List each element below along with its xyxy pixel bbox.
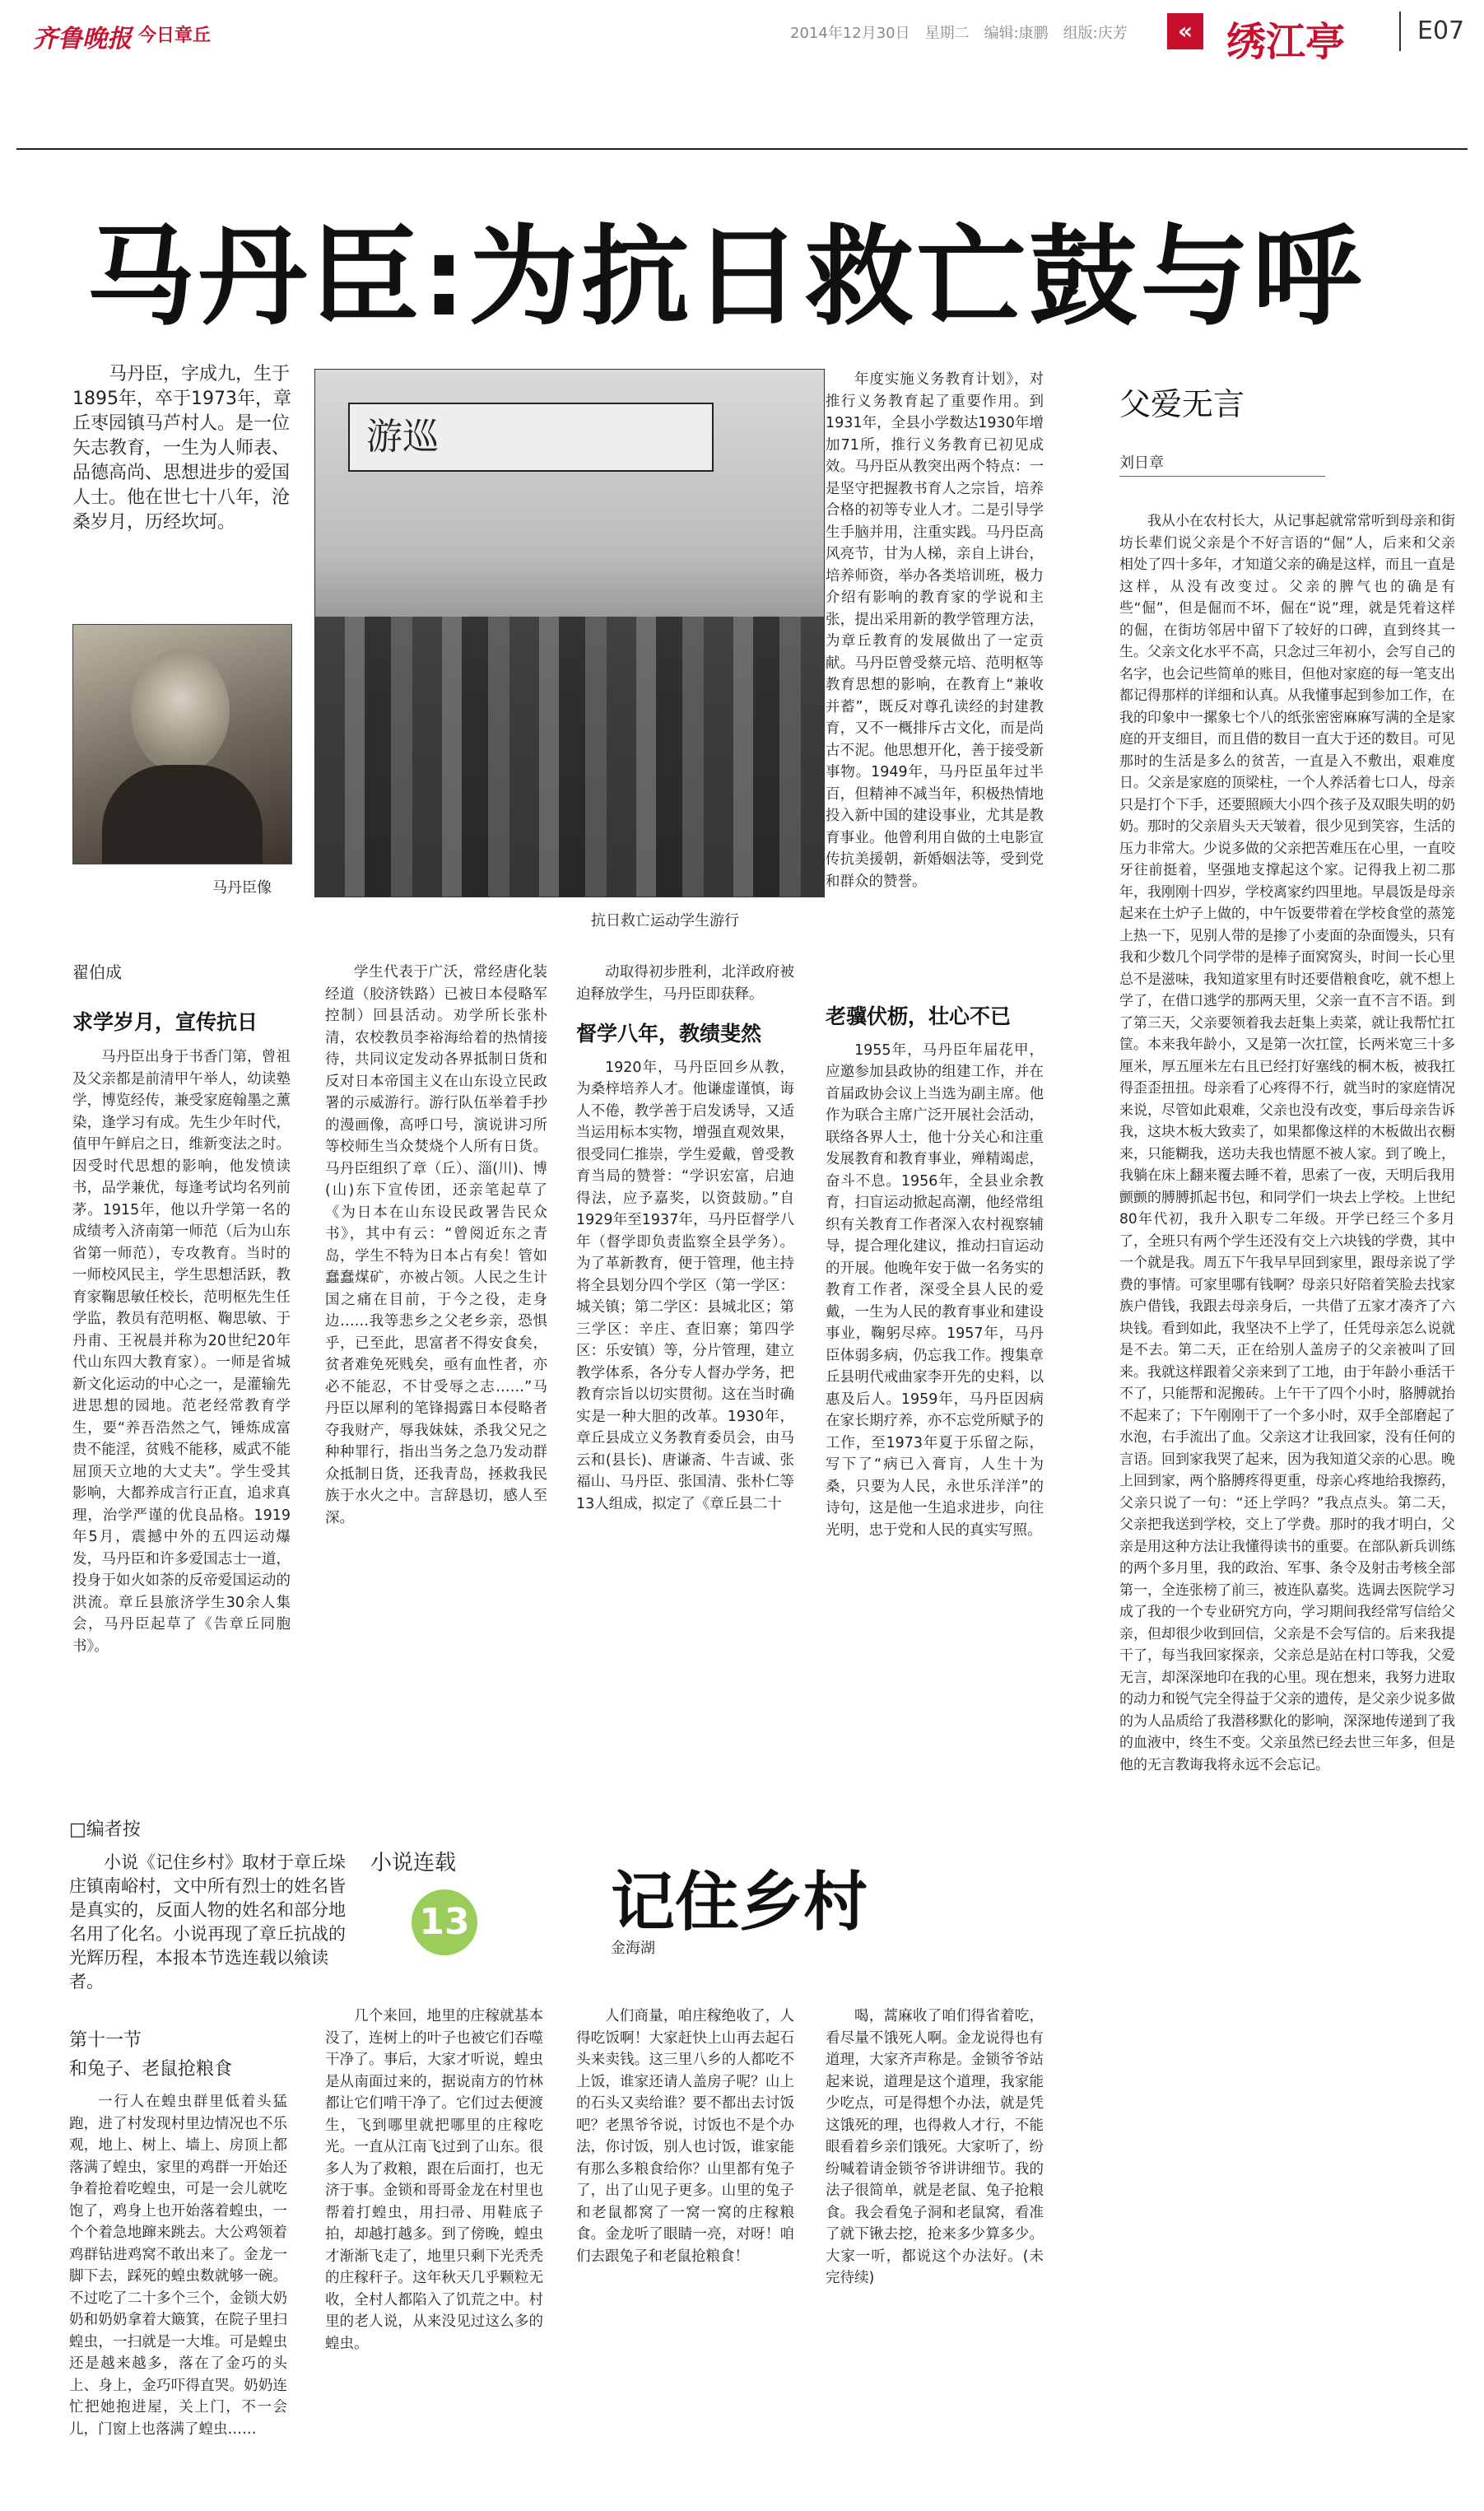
column-3-text: 动取得初步胜利，北洋政府被迫释放学生，马丹臣即获释。 bbox=[576, 964, 794, 1003]
page-headline: 马丹臣:为抗日救亡鼓与呼 bbox=[86, 214, 1365, 341]
article-lead bbox=[72, 362, 295, 535]
novel-text-4: 喝，蒿麻收了咱们得省着吃，看尽量不饿死人啊。金龙说得也有道理，大家齐声称是。金锁爷爷站起来说，道理是这个道理，我家能少吃点，可是得想个办法，就是凭这饿死的理，也得救人才行，不能眼看着乡亲们饿死。大家听了，纷纷喊着请金锁爷爷讲讲细节。我的法子很简单，就是老鼠、兔子抢粮食。我会看兔子洞和老鼠窝，看准了就下锹去挖，抢来多少算多少。大家一听，都说这个办法好。(未完待续) bbox=[826, 2008, 1044, 2286]
section-title-3: 老骥伏枥，壮心不已 bbox=[826, 1004, 1012, 1028]
photo-banner: 游巡 bbox=[348, 403, 714, 472]
essay-rule bbox=[1119, 476, 1325, 477]
column-4-text: 年度实施义务教育计划》，对推行义务教育起了重要作用。到1931年，全县小学数达1930年增加71所，推行义务教育已初见成效。马丹臣从教突出两个特点：一是坚守把握教书育人之宗旨，培养合格的初等专业人才。二是引导学生手脑并用，注重实践。马丹臣高风亮节，甘为人梯，亲自上讲台，培养师资，举办各类培训班，极力介绍有影响的教育家的学说和主张，提出采用新的教学管理方法，为章丘教育的发展做出了一定贡献。马丹臣曾受蔡元培、范明枢等教育思想的影响，在教育上“兼收并蓄”，既反对尊孔读经的封建教育，又不一概排斥古文化，而是尚古不泥。他思想开化，善于接受新事物。1949年，马丹臣虽年过半百，但精神不减当年，积极热情地投入新中国的建设事业，尤其是教育事业。他曾利用自做的土电影宣传抗美援朝，新婚姻法等，受到党和群众的赞誉。 bbox=[826, 371, 1044, 890]
photo-caption: 抗日救亡运动学生游行 bbox=[591, 912, 739, 929]
march-photo bbox=[314, 369, 825, 897]
double-chevron-left-icon: « bbox=[1167, 13, 1203, 49]
serial-label: 小说连载 bbox=[370, 1851, 457, 1875]
novel-section-title: 和兔子、老鼠抢粮食 bbox=[69, 2059, 233, 2080]
article-column-2 bbox=[325, 962, 547, 1793]
essay-title: 父爱无言 bbox=[1119, 386, 1245, 422]
section-name: 今日章丘 bbox=[138, 26, 212, 46]
novel-column-3 bbox=[576, 2006, 794, 2496]
section-text-2: 1920年，马丹臣回乡从教，为桑梓培养人才。他谦虚谨慎，诲人不倦，教学善于启发诱导，又适当运用标本实物，增强直观效果，很受同仁推崇，学生爱戴，曾受教育当局的赞誉：“学识宏富，启迪得法，应予嘉奖，以资鼓励。”自1929年至1937年，马丹臣督学八年（督学即负责监察全县学务）。为了革新教育，便于管理，他主持将全县划分四个学区（第一学区：城关镇；第二学区：县城北区；第三学区：辛庄、查旧寨；第四学区：乐安镇）等，分片管理，建立教学体系，各分专人督办学务，把教育宗旨以切实贯彻。这在当时确实是一种大胆的改革。1930年，章丘县成立义务教育委员会，由马云和(县长)、唐谦斋、牛吉诚、张福山、马丹臣、张国清、张朴仁等13人组成，拟定了《章丘县二十 bbox=[576, 1059, 794, 1512]
serial-number: 13 bbox=[412, 1889, 477, 1955]
portrait-photo bbox=[72, 624, 292, 864]
essay-author: 刘日章 bbox=[1119, 454, 1164, 472]
article-column-3 bbox=[576, 962, 794, 1782]
portrait-face bbox=[131, 650, 230, 773]
article-column-4 bbox=[826, 369, 1044, 1738]
novel-column-1 bbox=[69, 2091, 287, 2495]
lead-text: 马丹臣，字成九，生于1895年，卒于1973年，章丘枣园镇马芦村人。是一位矢志教育，一生为人师表、品德高尚、思想进步的爱国人士。他在世七十八年，沧桑岁月，历经坎坷。 bbox=[72, 364, 291, 533]
article-author: 翟伯成 bbox=[72, 962, 122, 982]
novel-column-2 bbox=[325, 2006, 543, 2496]
essay-column bbox=[1119, 510, 1455, 2453]
column-2-text: 学生代表于广沃，常经唐化装经道（胶济铁路）已被日本侵略军控制）回县活动。劝学所长张朴清，农校教员李裕海给着的热情接待，共同议定发动各界抵制日货和反对日本帝国主义在山东设立民政署的示威游行。游行队伍举着手抄的漫画像，高呼口号，演说讲习所等校师生当众焚烧个人所有日货。马丹臣组织了章（丘）、淄(川)、博(山)东下宣传团，还亲笔起草了《为日本在山东设民政署告民众书》，其中有云：“曾阅近东之青岛，学生不特为日本占有矣！管如蠢蠢煤矿，亦被占领。人民之生计国之痛在目前，于今之役，走身边……我等悲乡之父老乡亲，恐惧乎，已至此，思富者不得安食矣，贫者难免死贱矣，亟有血性者，亦必不能忍，不甘受辱之志……”马丹臣以犀利的笔锋揭露日本侵略者夺我财产，辱我妹妹，杀我父兄之种种罪行，指出当务之急乃发动群众抵制日货，还我青岛，拯救我民族于水火之中。言辞恳切，感人至深。 bbox=[325, 964, 547, 1526]
novel-section-number: 第十一节 bbox=[69, 2030, 142, 2051]
editor-note-text: 小说《记住乡村》取材于章丘垛庄镇南峪村，文中所有烈士的姓名皆是真实的，反面人物的姓名和部分地名用了化名。小说再现了章丘抗战的光辉历程，本报本节选连载以飨读者。 bbox=[69, 1852, 346, 1992]
novel-text-2: 几个来回，地里的庄稼就基本没了，连树上的叶子也被它们吞噬干净了。事后，大家才听说，蝗虫是从南面过来的，据说南方的竹林都让它们啃干净了。它们过去便渡生，飞到哪里就把哪里的庄稼吃光。一直从江南飞过到了山东。很多人为了救粮，跟在后面打，也无济于事。金锁和哥哥金龙在村里也帮着打蝗虫，用扫帚、用鞋底子拍，却越打越多。到了傍晚，蝗虫才渐渐飞走了，地里只剩下光秃秃的庄稼秆子。这年秋天几乎颗粒无收，全村人都陷入了饥荒之中。村里的老人说，从来没见过这么多的蝗虫。 bbox=[325, 2008, 543, 2352]
page-number: E07 bbox=[1417, 16, 1465, 45]
portrait-coat bbox=[102, 765, 263, 864]
newspaper-logo: 齐鲁晚报 bbox=[33, 25, 132, 54]
column-title: 绣江亭 bbox=[1226, 19, 1346, 65]
photo-crowd bbox=[315, 617, 824, 897]
section-title-1: 求学岁月，宣传抗日 bbox=[72, 1009, 258, 1034]
novel-text-3: 人们商量，咱庄稼绝收了，人得吃饭啊！大家赶快上山再去起石头来卖钱。这三里八乡的人都吃不上饭，谁家还请人盖房子呢？山上的石头又卖给谁？要不都出去讨饭吧？老黑爷爷说，讨饭也不是个办法，你讨饭，别人也讨饭，谁家能有那么多粮食给你？山里都有兔子了，出了山见子更多。山里的兔子和老鼠都窝了一窝一窝的庄稼粮食。金龙听了眼睛一亮，对呀！咱们去跟兔子和老鼠抢粮食！ bbox=[576, 2008, 794, 2265]
section-title-2: 督学八年，教绩斐然 bbox=[576, 1022, 762, 1046]
essay-text: 我从小在农村长大，从记事起就常常听到母亲和街坊长辈们说父亲是个不好言语的“倔”人，后来和父亲相处了四十多年，才知道父亲的确是这样，而且一直是这样，从没有改变过。父亲的脾气也的确是有些“倔”，但是倔而不坏，倔在“说”理，就是凭着这样的倔，在街坊邻居中留下了较好的口碑，直到终其一生。父亲文化水平不高，只念过三年初小，会写自己的名字，也会记些简单的账目，但他对家庭的每一笔支出都记得那样的详细和认真。从我懂事起到参加工作，在我的印象中一摞象七个八的纸张密密麻麻写满的全是家庭的开支细目，而且借的数目一直大于还的数目。可见那时的生活是多么的贫苦，一直是入不敷出，艰难度日。父亲是家庭的顶梁柱，一个人养活着七口人，母亲只是打个下手，还要照顾大小四个孩子及双眼失明的奶奶。那时的父亲眉头天天皱着，很少见到笑容，生活的压力非常大。少说多做的父亲把苦难压在心里，一直咬牙往前挺着，坚强地支撑起这个家。记得我上初二那年，我刚刚十四岁，学校离家约四里地。早晨饭是母亲起来在土炉子上做的，中午饭要带着在学校食堂的蒸笼上热一下，见别人带的是掺了小麦面的杂面馒头，只有我和少数几个同学带的是棒子面窝窝头，时间一长心里总不是滋味，我知道家里有时还要借粮食吃，就不想上学了，在借口逃学的那两天里，父亲一直不言不语。到了第三天，父亲要领着我去赶集上卖菜，就让我帮忙扛筐。本来我年龄小，又是第一次扛筐，长两米宽三十多厘米，厚五厘米左右且已经打好塞线的桐木板，被我扛得歪歪扭扭。母亲看了心疼得不行，就当时的家庭情况来说，尽管如此艰难，父亲也没有改变，事后母亲告诉我，这块木板大致卖了，如果都像这样的木板做出衣橱来，只能糊我，送功夫我也情愿不被人家。到了晚上，我躺在床上翻来覆去睡不着，思索了一夜，天明后我用颤颤的膊膊抓起书包，和同学们一块去上学校。上世纪80年代初，我升入职专二年级。开学已经三个多月了，全班只有两个学生还没有交上六块钱的学费，其中一个就是我。周五下午我早早回到家里，跟母亲说了学费的事情。可家里哪有钱啊？母亲只好陪着笑脸去找家族户借钱，我跟去母亲身后，一共借了五家才凑齐了六块钱。看到如此，我坚决不上学了，任凭母亲怎么说就是不去。第二天，正在给别人盖房子的父亲被叫了回来。我就这样跟着父亲来到了工地，由于年龄小垂活干不了，只能帮和泥搬砖。上午干了四个小时，胳膊就抬不起来了；下午刚刚干了一个多小时，双手全部磨起了水泡，右手流出了血。父亲这才让我回家，没有任何的言语。回到家我哭了起来，因为我知道父亲的心思。晚上回到家，两个胳膊疼得更重，母亲心疼地给我擦药，父亲只说了一句：“还上学吗？”我点点头。第二天，父亲把我送到学校，交上了学费。那时的我才明白，父亲是用这种方法让我懂得读书的重要。在部队新兵训练的两个多月里，我的政治、军事、条令及射击考核全部第一，全连张榜了前三，被连队嘉奖。选调去医院学习成了我的一个专业研究方向，学习期间我经常写信给父亲，但却很少收到回信，父亲是不会写信的。后来我提干了，每当我回家探亲，父亲总是站在村口等我，父爱无言，却深深地印在我的心里。现在想来，我努力进取的动力和锐气完全得益于父亲的遗传，是父亲少说多做的为人品质给了我潜移默化的影响，深深地传递到了我的血液中，终生不变。父亲虽然已经去世三年多，但是他的无言教诲我将永远不会忘记。 bbox=[1119, 513, 1455, 1773]
novel-title: 记住乡村 bbox=[611, 1866, 868, 1940]
novel-column-4 bbox=[826, 2006, 1044, 2496]
masthead-divider bbox=[1399, 12, 1401, 51]
section-text-1: 马丹臣出身于书香门第，曾祖及父亲都是前清甲午举人，幼读塾学，博览经传，兼受家庭翰墨之薰染，逢学习有成。先生少年时代，值甲午鲜启之日，维新变法之时。因受时代思想的影响，他发愤读书，品学兼优，每逢考试均名列前茅。1915年，他以升学第一名的成绩考入济南第一师范（后为山东省第一师范），专攻教育。当时的一师校风民主，学生思想活跃，教育家鞠思敏任校长，范明枢先生任学监，教员有范明枢、鞠思敏、于丹甫、王祝晨并称为20世纪20年代山东四大教育家）。一师是省城新文化运动的中心之一，是灌输先进思想的园地。范老经常教育学生，要“养吾浩然之气，锤炼成富贵不能淫，贫贱不能移，威武不能屈顶天立地的大丈夫”。学生受其影响，大都养成言行正直，追求真理，治学严谨的优良品格。1919年5月，震撼中外的五四运动爆发，马丹臣和许多爱国志士一道，投身于如火如荼的反帝爱国运动的洪流。章丘县旅济学生30余人集会，马丹臣起草了《告章丘同胞书》。 bbox=[72, 1049, 291, 1655]
editor-note-heading: □编者按 bbox=[69, 1819, 141, 1840]
issue-meta: 2014年12月30日 星期二 编辑:康鹏 组版:庆芳 bbox=[790, 25, 1128, 42]
novel-author: 金海湖 bbox=[611, 1940, 655, 1957]
article-column-1 bbox=[72, 962, 291, 1763]
section-text-3: 1955年，马丹臣年届花甲，应邀参加县政协的组建工作，并在首届政协会议上当选为副主席。他作为联合主席广泛开展社会活动，联络各界人士，他十分关心和注重发展教育和教育事业，殚精竭虑，奋斗不息。1956年，全县业余教育，扫盲运动掀起高潮，他经常组织有关教育工作者深入农村视察辅导，提合理化建议，推动扫盲运动的开展。他晚年安于做一名务实的教育工作者，深受全县人民的爱戴，一生为人民的教育事业和建设事业，鞠躬尽瘁。1957年，马丹臣体弱多病，仍忘我工作。搜集章丘县明代戒曲家李开先的史料，以惠及后人。1959年，马丹臣因病在家长期疗养，亦不忘党所赋予的工作，至1973年夏于乐留之际，写下了“病已入膏肓，人生十为桑，只要为人民，永世乐洋洋”的诗句，这是他一生追求进步，向往光明，忠于党和人民的真实写照。 bbox=[826, 1041, 1044, 1539]
editor-note bbox=[69, 1851, 349, 1994]
portrait-caption: 马丹臣像 bbox=[212, 879, 272, 897]
novel-text-1: 一行人在蝗虫群里低着头猛跑，进了村发现村里边情况也不乐观，地上、树上、墙上、房顶上都落满了蝗虫，家里的鸡群一开始还争着抢着吃蝗虫，可是一会儿就吃饱了，鸡身上也开始落着蝗虫，一个个着急地蹿来跳去。大公鸡领着鸡群钻进鸡窝不敢出来了。金龙一脚下去，踩死的蝗虫数就够一碗。不过吃了二十多个三个，金锁大奶奶和奶奶拿着大簸箕，在院子里扫蝗虫，一扫就是一大堆。可是蝗虫还是越来越多，落在了金巧的头上、身上，金巧吓得直哭。奶奶连忙把她抱进屋，关上门，不一会儿，门窗上也落满了蝗虫…… bbox=[69, 2094, 287, 2438]
header-rule bbox=[16, 148, 1468, 150]
